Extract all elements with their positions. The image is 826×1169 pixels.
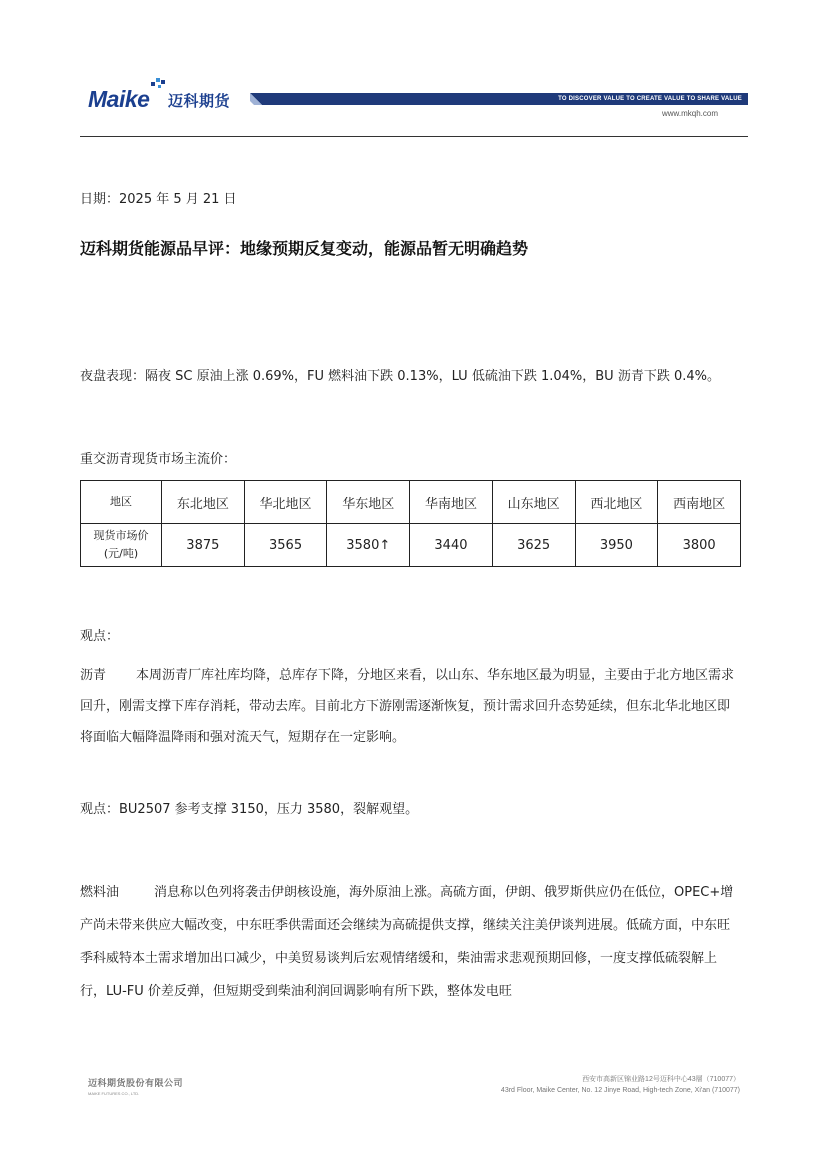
slogan-text: TO DISCOVER VALUE TO CREATE VALUE TO SHARE VALUE xyxy=(558,96,742,102)
table-header-cell: 东北地区 xyxy=(162,481,245,524)
table-header-row xyxy=(81,481,741,524)
row-label-cell xyxy=(81,524,162,567)
logo-wordmark-en: Maike xyxy=(88,86,150,112)
footer-address-en: 43rd Floor, Maike Center, No. 12 Jinye Road, High-tech Zone, Xi'an (710077) xyxy=(500,1087,740,1094)
asphalt-paragraph xyxy=(80,660,742,753)
table-header-cell: 山东地区 xyxy=(492,481,575,524)
header-divider xyxy=(80,136,748,137)
fuel-oil-paragraph xyxy=(80,876,742,1008)
table-header-cell: 地区 xyxy=(81,481,162,524)
company-logo xyxy=(88,78,238,112)
logo-wordmark-cn: 迈科期货 xyxy=(168,92,231,110)
footer-company-en: MAIKE FUTURES CO., LTD. xyxy=(88,1091,140,1096)
footer-company xyxy=(88,1076,183,1096)
price-cell: 3800 xyxy=(658,524,741,567)
table-header-cell: 华东地区 xyxy=(327,481,410,524)
table-row xyxy=(81,524,741,567)
footer-address-cn: 西安市高新区锦业路12号迈科中心43層（710077） xyxy=(582,1076,740,1083)
website-url[interactable]: www.mkqh.com xyxy=(661,109,718,118)
price-table-caption: 重交沥青现货市场主流价： xyxy=(80,452,237,467)
price-cell: 3565 xyxy=(244,524,327,567)
footer-address xyxy=(501,1074,740,1096)
views-heading: 观点： xyxy=(80,629,120,644)
asphalt-view: 观点：BU2507 参考支撑 3150，压力 3580，裂解观望。 xyxy=(80,802,419,817)
slogan-banner xyxy=(250,93,748,105)
row-label-line: 现货市场价 xyxy=(93,529,149,542)
night-session-summary: 夜盘表现：隔夜 SC 原油上涨 0.69%，FU 燃料油下跌 0.13%，LU 低硫油下跌 1.04%，BU 沥青下跌 0.4%。 xyxy=(80,369,720,384)
table-header-cell: 华南地区 xyxy=(410,481,493,524)
asphalt-text: 本周沥青厂库社库均降，总库存下降，分地区来看，以山东、华东地区最为明显，主要由于北方地区需求回升，刚需支撑下库存消耗，带动去库。目前北方下游刚需逐渐恢复，预计需求回升态势延续，但东北华北地区即将面临大幅降温降雨和强对流天气，短期存在一定影响。 xyxy=(80,668,735,745)
table-header-cell: 西北地区 xyxy=(575,481,658,524)
price-cell: 3625 xyxy=(492,524,575,567)
price-cell: 3580↑ xyxy=(327,524,410,567)
asphalt-price-table xyxy=(80,480,741,567)
report-title: 迈科期货能源品早评：地缘预期反复变动，能源品暂无明确趋势 xyxy=(80,239,529,258)
price-cell: 3875 xyxy=(162,524,245,567)
footer-company-cn: 迈科期货股份有限公司 xyxy=(88,1079,184,1089)
fuel-oil-text: 消息称以色列将袭击伊朗核设施，海外原油上涨。高硫方面，伊朗、俄罗斯供应仍在低位，OPEC+增产尚未带来供应大幅改变，中东旺季供需面还会继续为高硫提供支撑，继续关注美伊谈判进展。低硫方面，中东旺季科威特本土需求增加出口减少，中美贸易谈判后宏观情绪缓和，柴油需求悲观预期回修，一度支撑低硫裂解上行，LU-FU 价差反弹，但短期受到柴油利润回调影响有所下跌，整体发电旺 xyxy=(80,885,734,999)
fuel-oil-label: 燃料油 xyxy=(80,885,120,900)
price-cell: 3950 xyxy=(575,524,658,567)
report-date: 日期：2025 年 5 月 21 日 xyxy=(80,192,237,207)
row-label-unit: (元/吨) xyxy=(103,547,139,560)
table-header-cell: 华北地区 xyxy=(244,481,327,524)
price-cell: 3440 xyxy=(410,524,493,567)
table-header-cell: 西南地区 xyxy=(658,481,741,524)
asphalt-label: 沥青 xyxy=(80,668,107,683)
